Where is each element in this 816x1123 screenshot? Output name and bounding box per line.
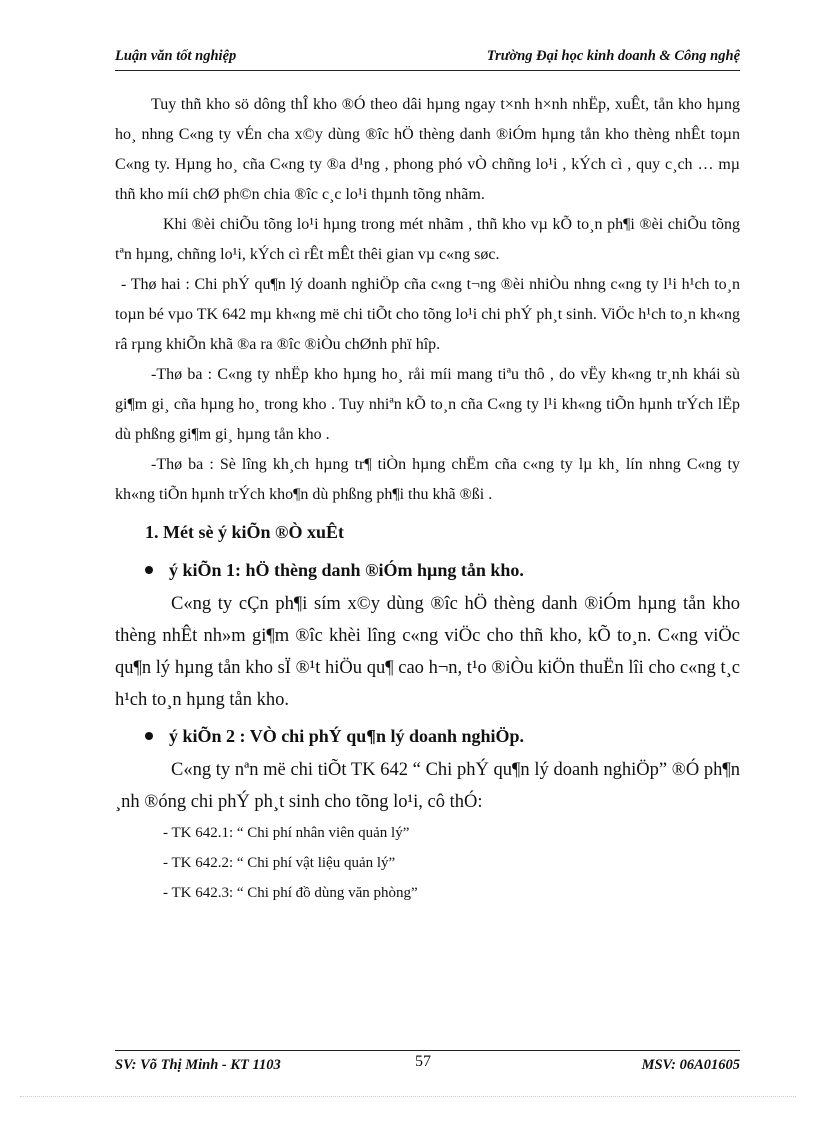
paragraph-1: Tuy thñ kho sö dông thÎ kho ®Ó theo dâi hµng ngay t×nh h×nh nhËp, xuÊt, tån kho hµng ho¸ nhng C«ng ty vÉn cha x©y dùng ®îc hÖ thèng danh ®iÓm hµng tån kho thèng nhÊt toµn C«ng ty. Hµng ho¸ cña C«ng ty ®a d¹ng , phong phó vÒ chñng lo¹i , kÝch cì , quy c¸ch … mµ thñ kho míi chØ ph©n chia ®îc c¸c lo¹i thµnh tõng nhãm. <box>115 96 740 203</box>
paragraph-2: Khi ®èi chiÕu tõng lo¹i hµng trong mét nhãm , thñ kho vµ kÕ to¸n ph¶i ®èi chiÕu tõng tªn hµng, chñng lo¹i, kÝch cì rÊt mÊt thêi gian vµ c«ng søc. <box>115 216 740 263</box>
header-rule <box>115 70 740 71</box>
bullet-text-1: ý kiÕn 1: hÖ thèng danh ®iÓm hµng tån kho. <box>169 560 524 580</box>
bullet-text-2: ý kiÕn 2 : VÒ chi phÝ qu¶n lý doanh nghiÖp. <box>169 726 525 746</box>
page-header <box>115 48 740 70</box>
footer-student-id: MSV: 06A01605 <box>641 1057 740 1073</box>
page-footer <box>115 1053 740 1079</box>
footer-student: SV: Võ Thị Minh - KT 1103 <box>115 1057 281 1073</box>
page-number: 57 <box>415 1053 431 1070</box>
document-body <box>115 90 740 908</box>
sub-item-1: - TK 642.1: “ Chi phí nhân viên quản lý” <box>163 825 410 841</box>
footer-rule <box>115 1050 740 1051</box>
paragraph-6: C«ng ty cÇn ph¶i sím x©y dùng ®îc hÖ thèng danh ®iÓm hµng tån kho thèng nhÊt nh»m gi¶m ®îc khèi lîng c«ng viÖc cho thñ kho, kÕ to¸n. C«ng viÖc qu¶n lý hµng tån kho sÏ ®¹t hiÖu qu¶ cao h¬n, t¹o ®iÒu kiÖn thuËn lîi cho c«ng t¸c h¹ch to¸n hµng tån kho. <box>115 594 740 710</box>
paragraph-4: -Thø ba : C«ng ty nhËp kho hµng ho¸ råi míi mang tiªu thô , do vËy kh«ng tr¸nh khái sù gi¶m gi¸ cña hµng ho¸ trong kho . Tuy nhiªn kÕ to¸n cña C«ng ty l¹i kh«ng tiÕn hµnh trÝch lËp dù phßng gi¶m gi¸ hµng tån kho . <box>115 366 740 443</box>
bullet-dot-icon <box>145 732 153 740</box>
header-university: Trường Đại học kinh doanh & Công nghệ <box>486 48 740 64</box>
paragraph-5: -Thø ba : Sè lîng kh¸ch hµng tr¶ tiÒn hµng chËm cña c«ng ty lµ kh¸ lín nhng C«ng ty kh«ng tiÕn hµnh trÝch kho¶n dù phßng ph¶i thu khã ®ßi . <box>115 456 740 503</box>
paragraph-3: - Thø hai : Chi phÝ qu¶n lý doanh nghiÖp cña c«ng t¬ng ®èi nhiÒu nhng c«ng ty l¹i h¹ch to¸n toµn bé vµo TK 642 mµ kh«ng më chi tiÕt cho tõng lo¹i chi phÝ ph¸t sinh. ViÖc h¹ch to¸n kh«ng râ rµng khiÕn khã ®a ra ®îc ®iÒu chØnh phï hîp. <box>115 276 740 353</box>
sub-item-2: - TK 642.2: “ Chi phí vật liệu quản lý” <box>163 855 396 871</box>
bullet-item-1 <box>115 552 740 588</box>
page-bottom-dotted-line <box>20 1096 796 1097</box>
bullet-dot-icon <box>145 566 153 574</box>
sub-item-3: - TK 642.3: “ Chi phí đồ dùng văn phòng” <box>163 885 418 901</box>
section-heading: 1. Mét sè ý kiÕn ®Ò xuÊt <box>145 522 344 542</box>
bullet-item-2 <box>115 718 740 754</box>
paragraph-7: C«ng ty nªn më chi tiÕt TK 642 “ Chi phÝ qu¶n lý doanh nghiÖp” ®Ó ph¶n ¸nh ®óng chi phÝ ph¸t sinh cho tõng lo¹i, cô thÓ: <box>115 760 740 812</box>
header-thesis-title: Luận văn tốt nghiệp <box>115 48 237 64</box>
